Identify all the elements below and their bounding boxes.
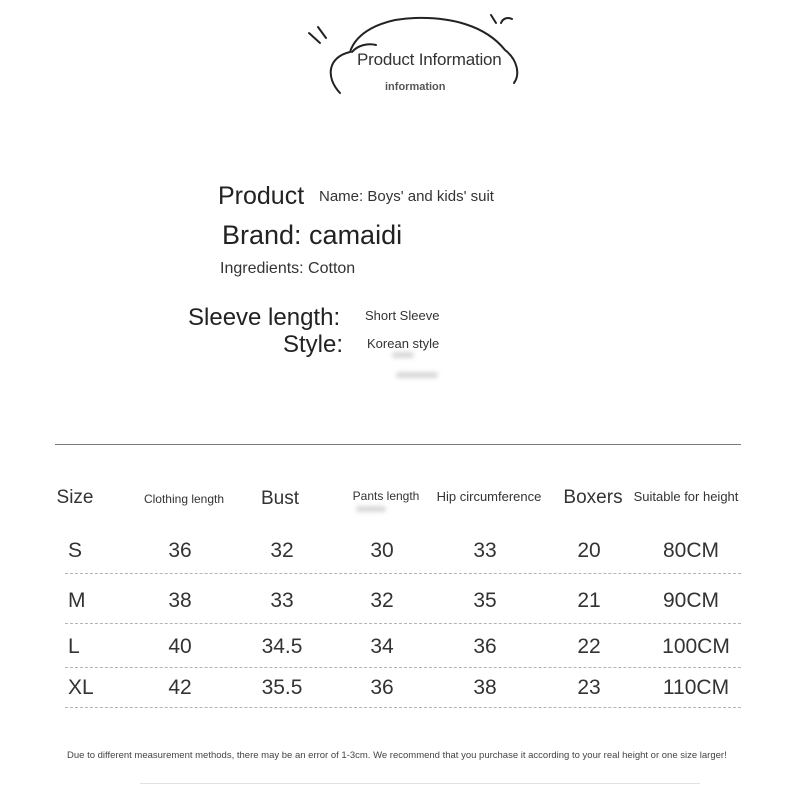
style-value: Korean style (367, 336, 440, 351)
sleeve-length-label: Sleeve length: (188, 304, 341, 331)
sleeve-length-value: Short Sleeve (365, 308, 440, 323)
table-cell: 33 (473, 539, 497, 562)
table-cell: 30 (370, 539, 394, 562)
section-subtitle: information (385, 81, 446, 93)
table-cell: 32 (370, 589, 394, 612)
header-bust: Bust (260, 488, 300, 509)
table-cell: 20 (577, 539, 601, 562)
table-cell: 36 (168, 539, 192, 562)
table-cell: 100CM (662, 635, 730, 658)
section-title: Product Information (357, 50, 502, 69)
header-clothing-length: Clothing length (143, 492, 225, 506)
product-label: Product (218, 182, 305, 210)
table-cell: 36 (473, 635, 497, 658)
header-pants-length: Pants length (352, 489, 420, 503)
brand-text: Brand: camaidi (222, 220, 403, 250)
table-cell: S (68, 539, 83, 562)
header-hip-circumference: Hip circumference (436, 489, 542, 504)
header-size: Size (56, 487, 94, 508)
table-cell: 22 (577, 635, 601, 658)
row-separator (65, 707, 741, 708)
table-cell: 40 (168, 635, 192, 658)
table-cell: 38 (168, 589, 192, 612)
measurement-note: Due to different measurement methods, there may be an error of 1-3cm. We recommend that you purchase it according to your real height or one size larger! (67, 750, 727, 761)
table-cell: 32 (270, 539, 294, 562)
table-cell: 90CM (662, 589, 720, 612)
table-cell: 33 (270, 589, 294, 612)
style-label: Style: (283, 331, 344, 358)
table-cell: 35 (473, 589, 497, 612)
row-separator (65, 667, 741, 668)
table-cell: 21 (577, 589, 601, 612)
table-cell: 23 (577, 676, 601, 699)
table-cell: 34 (370, 635, 394, 658)
table-cell: 36 (370, 676, 394, 699)
row-separator (65, 623, 741, 624)
table-cell: 34.5 (261, 635, 303, 658)
header-boxers: Boxers (563, 487, 623, 508)
divider (140, 783, 700, 784)
product-name: Name: Boys' and kids' suit (319, 188, 494, 205)
table-cell: 38 (473, 676, 497, 699)
header-suitable-height: Suitable for height (633, 489, 739, 504)
row-separator (65, 573, 741, 574)
table-cell: M (68, 589, 86, 612)
table-cell: 35.5 (261, 676, 303, 699)
table-cell: 110CM (662, 676, 730, 699)
table-cell: 80CM (662, 539, 720, 562)
table-cell: L (68, 635, 80, 658)
ingredients-text: Ingredients: Cotton (220, 260, 356, 277)
table-cell: XL (68, 676, 94, 699)
table-cell: 42 (168, 676, 192, 699)
